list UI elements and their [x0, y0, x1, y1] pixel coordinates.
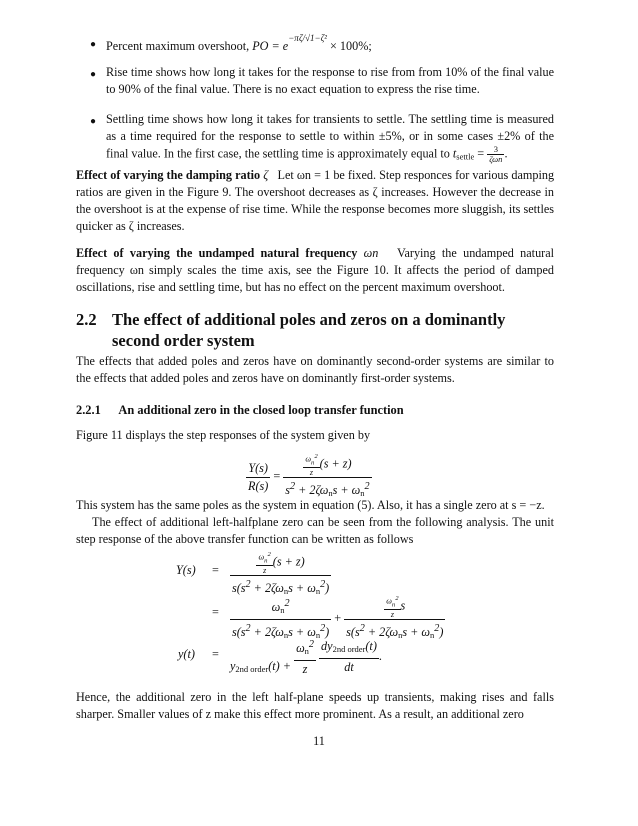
conclusion-text: Hence, the additional zero in the left half-plane speeds up transients, making rises and falls sharper. Smaller values of z make this effect more prominent. As a result, an additional zero: [76, 690, 554, 721]
overshoot-formula-rhs: × 100%;: [330, 39, 372, 54]
natural-text: Varying the undamped natural frequency ωn simply scales the time axis, see the Figure 10. It affects the period of damped oscillations, rise and settling time, but has no effect on the percent maximum overshoot.: [76, 246, 555, 294]
section-intro: The effects that added poles and zeros have on dominantly second-order systems are similar to the effects that added poles and zeros have on dominantly first-order systems.: [76, 354, 554, 385]
subsection-title: An additional zero in the closed loop transfer function: [118, 403, 404, 417]
overshoot-label: Percent maximum overshoot,: [106, 39, 250, 54]
damping-paragraph: [76, 167, 554, 235]
subsection-number: 2.2.1: [76, 403, 101, 417]
page-number: 11: [313, 734, 325, 748]
analysis-text: The effect of additional left-halfplane zero can be seen from the following analysis. The unit step response of the above transfer function can be written as follows: [76, 515, 554, 546]
section-title: The effect of additional poles and zeros on a dominantly second order system: [112, 310, 506, 350]
rise-time-bullet: Rise time shows how long it takes for the response to rise from from 10% of the final value to 90% of the final value. There is no exact equation to express the rise time.: [106, 65, 554, 96]
eq-sign-1: =: [212, 563, 219, 577]
eq-sign-2: =: [212, 605, 219, 619]
subsection-heading: [76, 402, 556, 419]
natural-heading: Effect of varying the undamped natural frequency: [76, 246, 358, 260]
overshoot-bullet: [106, 34, 554, 55]
settling-text: Settling time shows how long it takes for transients to settle. The settling time is measured as a time required for the response to settle to within ±5%, or in some cases ±2% of the final value. In the first case, the settling time is approximately equal to: [106, 112, 554, 161]
overshoot-formula-lhs: PO = e: [252, 39, 289, 54]
eq-sign-3: =: [212, 647, 219, 661]
natural-symbol: ωn: [363, 246, 379, 260]
transfer-function-equation: $\frac{Y(s)}{R(s)}$ = $\frac{\omega_n^2}{z}$ (s + z) $s^2 + 2\zeta\omega_ns + \omega_n^2$: [248, 453, 370, 499]
ys-lhs: Y(s): [176, 563, 196, 577]
after-equation-text: This system has the same poles as the system in equation (5). Also, it has a single zero at s = −z.: [76, 498, 545, 512]
ys-fraction: $\frac{\omega_n^2}{z}$ (s + z) $s(s^2 + 2\zeta\omega_ns + \omega_n^2)$: [232, 551, 330, 597]
settling-time-bullet: Settling time shows how long it takes for transients to settle. The settling time is measured as a time required for the response to settle to within ±5%, or in some cases ±2% of the final value. In the first case, the settling time is approximately equal to $t_{settle}$ = $\frac{3}{\text{ζωn}}$ .: [106, 112, 554, 164]
subsection-lead: Figure 11 displays the step responses of the system given by: [76, 428, 371, 442]
bullet-dot: ●: [90, 69, 97, 80]
natural-frequency-paragraph: [76, 245, 554, 296]
bullet-dot: ●: [90, 116, 97, 127]
section-number: 2.2: [76, 310, 97, 329]
ys-split: $\frac{\omega_n^2}{s(s^2 + 2\zeta\omega_ns + \omega_n^2)}$ + $\frac{\omega_n^2}{z}$ s $s(s^2 + 2\zeta\omega_ns + \omega_n^2)$: [232, 595, 444, 641]
settling-equals: =: [474, 146, 488, 161]
yt-lhs: y(t): [178, 647, 195, 661]
settling-subscript: settle: [456, 151, 475, 162]
settling-formula: t: [452, 146, 457, 161]
bullet-dot: ●: [90, 39, 97, 50]
overshoot-exponent: −πζ/√1−ζ²: [288, 33, 327, 43]
section-heading: [76, 309, 556, 351]
settling-fraction: $\frac{3}{\text{ζωn}}$: [489, 144, 503, 164]
yt-formula: $y_{2nd order}(t)$ + $\frac{\omega_n^2}{z}$ $\frac{dy_{2nd order}(t)}{dt}$ .: [230, 636, 382, 678]
damping-heading: Effect of varying the damping ratio: [76, 168, 261, 182]
damping-symbol: ζ: [263, 168, 269, 182]
damping-text: Let ωn = 1 be fixed. Step responces for various damping ratios are given in the Figure 9. The overshoot decreases as ζ increases. However the decrease in the overshoot is at the expense of rise time. While the response becomes more sluggish, its settles quicker as ζ increases.: [76, 168, 555, 233]
